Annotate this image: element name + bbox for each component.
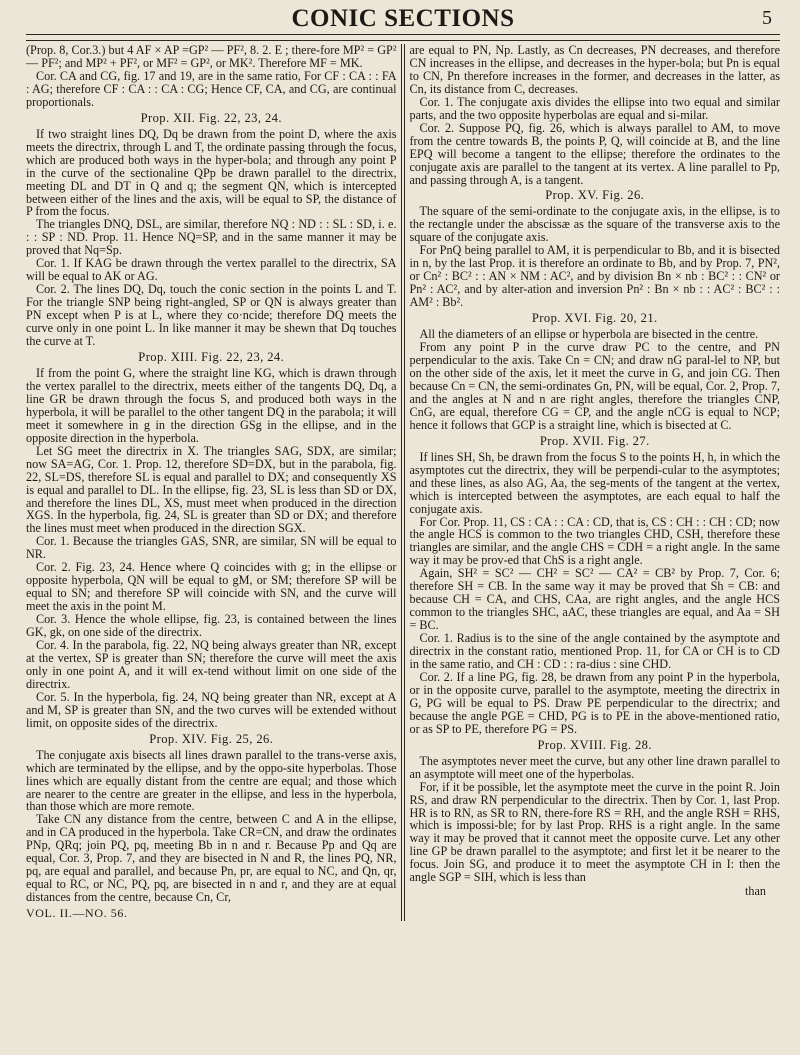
paragraph: For, if it be possible, let the asymptote meet the curve in the point R. Join RS, and draw RN perpendicular to the directrix. Then by Cor. 1, last Prop. HR is to RN, as SR to RN, there-fore RS = RH, and the angle RSH = RHS, which is impossi-ble; for by last Prop. RHS is a right angle. In the same way it may be proved that it cannot meet the opposite curve. Let any other line GP be drawn parallel to the asymptote; and first let it be nearer to the focus. Join SG, and produce it to meet the asymptote CH in I: then the angle SGP = SIH, which is less than <box>409 779 780 885</box>
paragraph: The asymptotes never meet the curve, but any other line drawn parallel to an asymptote will meet one of the hyperbolas. <box>409 753 780 781</box>
paragraph: Cor. 1. The conjugate axis divides the ellipse into two equal and similar parts, and the two opposite hyperbolas are equal and si-milar. <box>409 94 780 122</box>
paragraph: From any point P in the curve draw PC to the centre, and PN perpendicular to the axis. Take Cn = CN; and draw nG paral-lel to NP, but on the other side of the axis, let it meet the curve in G, and join CG. Then because Cn = CN, the semi-ordinates Gn, PN, will be equal, Cor. 2, Prop. 7, and the angles at N and n are right angles, therefore the triangles CNP, CnG, are equal, therefore CG = CP, and the angle nCG is equal to NCP; hence it follows that GCP is a straight line, which is bisected at C. <box>409 340 780 432</box>
paragraph: If two straight lines DQ, Dq be drawn from the point D, where the axis meets the directrix, through L and T, the ordinate passing through the focus, which are produced both ways in the hyper-bola; and through any point P in the curve of the sectionaline QPp be drawn parallel to the directrix, meeting DL and DT in Q and q; the segment QN, which is intercepted between either of the lines and the axis, will be equal to SP, the distance of P from the focus. <box>26 126 397 219</box>
proposition-heading: Prop. XV. Fig. 26. <box>545 188 645 203</box>
paragraph: For Cor. Prop. 11, CS : CA : : CA : CD, that is, CS : CH : : CH : CD; now the angle HCS is common to the two triangles CHD, CSH, therefore these triangles are similar, and the angle CHS = CDH = a right angle. In the same way it may be prov-ed that ChS is a right angle. <box>409 514 780 568</box>
volume-footer: VOL. II.—NO. 56. <box>26 906 128 921</box>
paragraph: The square of the semi-ordinate to the conjugate axis, in the ellipse, is to the rectangle under the abscissæ as the square of the transverse axis to the square of the conjugate axis. <box>409 204 780 245</box>
paragraph: Cor. 2. Suppose PQ, fig. 26, which is always parallel to AM, to move from the centre towards B, the points P, Q, will coincide at B, and the line EPQ will become a tangent to the ellipse; therefore the ordinates to the conjugate axis are parallel to the tangent at its vertex. A line parallel to Pp, and passing through A, is a tangent. <box>409 120 780 187</box>
page-number: 5 <box>762 7 772 29</box>
right-column <box>409 44 780 921</box>
paragraph: Cor. 2. If a line PG, fig. 28, be drawn from any point P in the hyperbola, or in the opposite curve, parallel to the asymptote, meeting the directrix in G, PG will be equal to PS. Draw PE perpendicular to the directrix; and because the angle PGE = CHD, PG is to PE in the above-mentioned ratio, or as SP to PE, therefore PG = PS. <box>409 669 780 736</box>
paragraph: Let SG meet the directrix in X. The triangles SAG, SDX, are similar; now SA=AG, Cor. 1. Prop. 12, therefore SD=DX, but in the parabola, fig. 22, SL=DS, therefore SL is equal and parallel to DX; and consequently XS is equal and parallel to DL. In the ellipse, fig. 23, SL is less than SD or DX, and therefore the lines DL, XS, must meet when produced in the direction XGS. In the hyperbola, fig. 24, SL is greater than SD or DX; and therefore the lines must meet when produced in the direction SGX. <box>26 443 397 536</box>
running-title: CONIC SECTIONS <box>291 5 515 32</box>
paragraph: The triangles DNQ, DSL, are similar, therefore NQ : ND : : SL : SD, i. e. : : SP : ND. Prop. 11. Hence NQ=SP, and in the same manner it may be proved that Nq=Sp. <box>26 217 397 258</box>
paragraph: For PnQ being parallel to AM, it is perpendicular to Bb, and it is bisected in n, by the last Prop. it is therefore an ordinate to Bb, and by Prop. 7, PN², or Cn² : BC² : : AN × NM : AC², and by division Bn × nb : BC² : : CN² or Pn² : AC², and by alter-ation and inversion Pn² : Bn × nb : : AC² : BC² : : AM² : Bb². <box>409 243 780 310</box>
proposition-heading: Prop. XII. Fig. 22, 23, 24. <box>140 110 282 125</box>
paragraph: Take CN any distance from the centre, between C and A in the ellipse, and in CA produced in the hyperbola. Take CR=CN, and draw the ordinates PNp, QRq; join PQ, pq, meeting Bb in n and r. Because Pp and Qq are equal, Cor. 3, Prop. 7, and they are bisected in N and R, the lines PQ, NR, pq, are equal and parallel, and because Pn, pr, are equal to NC, and Qn, qr, equal to RC, or NC, PQ, pq, are bisected in n and r, and they are at equal distances from the centre, because Cn, Cr, <box>26 812 397 905</box>
paragraph: (Prop. 8, Cor.3.) but 4 AF × AP =GP² — PF², 8. 2. E ; there-fore MP² = GP² — PF²; and MP² + PF², or MF² = GP², or MK². Therefore MF = MK. <box>26 43 397 70</box>
text-columns <box>26 44 780 921</box>
column-divider <box>401 44 406 921</box>
proposition-heading: Prop. XVIII. Fig. 28. <box>537 737 652 752</box>
proposition-heading: Prop. XVII. Fig. 27. <box>539 433 650 448</box>
paragraph: If from the point G, where the straight line KG, which is drawn through the vertex parallel to the directrix, meets either of the tangents DQ, Dq, a line GR be drawn through the focus S, and produced both ways in the hyperbola, it will be parallel to the other tangent DQ in the parabola; it will meet it somewhere in g in the direction GSg in the ellipse, and in the opposite direction in the hyperbola. <box>26 365 397 445</box>
proposition-heading: Prop. XVI. Fig. 20, 21. <box>531 311 658 326</box>
paragraph: If lines SH, Sh, be drawn from the focus S to the points H, h, in which the asymptotes cut the directrix, they will be perpendi-cular to the asymptotes; and these lines, as also AG, Aa, the seg-ments of the tangent at the vertex, which is intercepted between the asymptotes, are each equal to half the conjugate axis. <box>409 449 780 516</box>
paragraph: Cor. 4. In the parabola, fig. 22, NQ being always greater than NR, except at the vertex, SP is greater than SN; therefore the curve will meet the axis only in one point A, and it will ex-tend without limit on one side of the directrix. <box>26 637 397 691</box>
paragraph: Cor. 2. Fig. 23, 24. Hence where Q coincides with g; in the ellipse or opposite hyperbola, QN will be equal to gM, or SM; therefore SP will be equal to SN; and therefore SP will coincide with SN, and the curve will meet the axis in the point M. <box>26 560 397 614</box>
paragraph: Cor. 3. Hence the whole ellipse, fig. 23, is contained between the lines GK, gk, on one side of the directrix. <box>26 612 397 640</box>
paragraph: Cor. 2. The lines DQ, Dq, touch the conic section in the points L and T. For the triangle SNP being right-angled, SP or QN is always greater than PN except when P is at L, where they co·ncide; therefore DQ meets the curve only in one point L. In like manner it may be shewn that Dq touches the curve at T. <box>26 282 397 349</box>
page-header <box>26 0 780 38</box>
paragraph: Cor. CA and CG, fig. 17 and 19, are in the same ratio, For CF : CA : : FA : AG; therefore CF : CA : : CA : CG; Hence CF, CA, and CG, are continual proportionals. <box>26 68 397 109</box>
paragraph: Cor. 1. Radius is to the sine of the angle contained by the asymptote and directrix in the constant ratio, mentioned Prop. 11, for CA or CH is to CD in the same ratio, and CH : CD : : ra-dius : sine CHD. <box>409 631 780 671</box>
proposition-heading: Prop. XIII. Fig. 22, 23, 24. <box>138 349 285 364</box>
left-column <box>26 44 397 921</box>
paragraph: are equal to PN, Np. Lastly, as Cn decreases, PN decreases, and therefore CN increases in the ellipse, and decreases in the hyper-bola; but Pn is equal to CN, Pn therefore increases in the former, and decreases in the latter, as Cn, its distance from C, decreases. <box>409 43 780 96</box>
proposition-heading: Prop. XIV. Fig. 25, 26. <box>149 731 274 746</box>
catchword: than <box>745 884 766 899</box>
paragraph: Cor. 1. Because the triangles GAS, SNR, are similar, SN will be equal to NR. <box>26 534 397 562</box>
paragraph: Again, SH² = SC² — CH² = SC² — CA² = CB² by Prop. 7, Cor. 6; therefore SH = CB. In the same way it may be proved that Sh = CB: and because CH = CA, and CHS, CAa, are right angles, and the angle HCS common to the triangles SHC, aAC, these triangles are equal, and Aa = SH = BC. <box>409 566 780 633</box>
paragraph: The conjugate axis bisects all lines drawn parallel to the trans-verse axis, which are terminated by the ellipse, and by the oppo-site hyperbolas. Those lines which are equally distant from the centre are equal; and those which are nearer to the centre are greater in the ellipse, and less in the hyperbola, than those which are more remote. <box>26 747 397 814</box>
paragraph: All the diameters of an ellipse or hyperbola are bisected in the centre. <box>419 327 759 342</box>
paragraph: Cor. 5. In the hyperbola, fig. 24, NQ being greater than NR, except at A and M, SP is greater than SN, and the two curves will be extended without limit, on opposite sides of the directrix. <box>26 689 397 730</box>
paragraph: Cor. 1. If KAG be drawn through the vertex parallel to the directrix, SA will be equal to AK or AG. <box>26 256 397 284</box>
